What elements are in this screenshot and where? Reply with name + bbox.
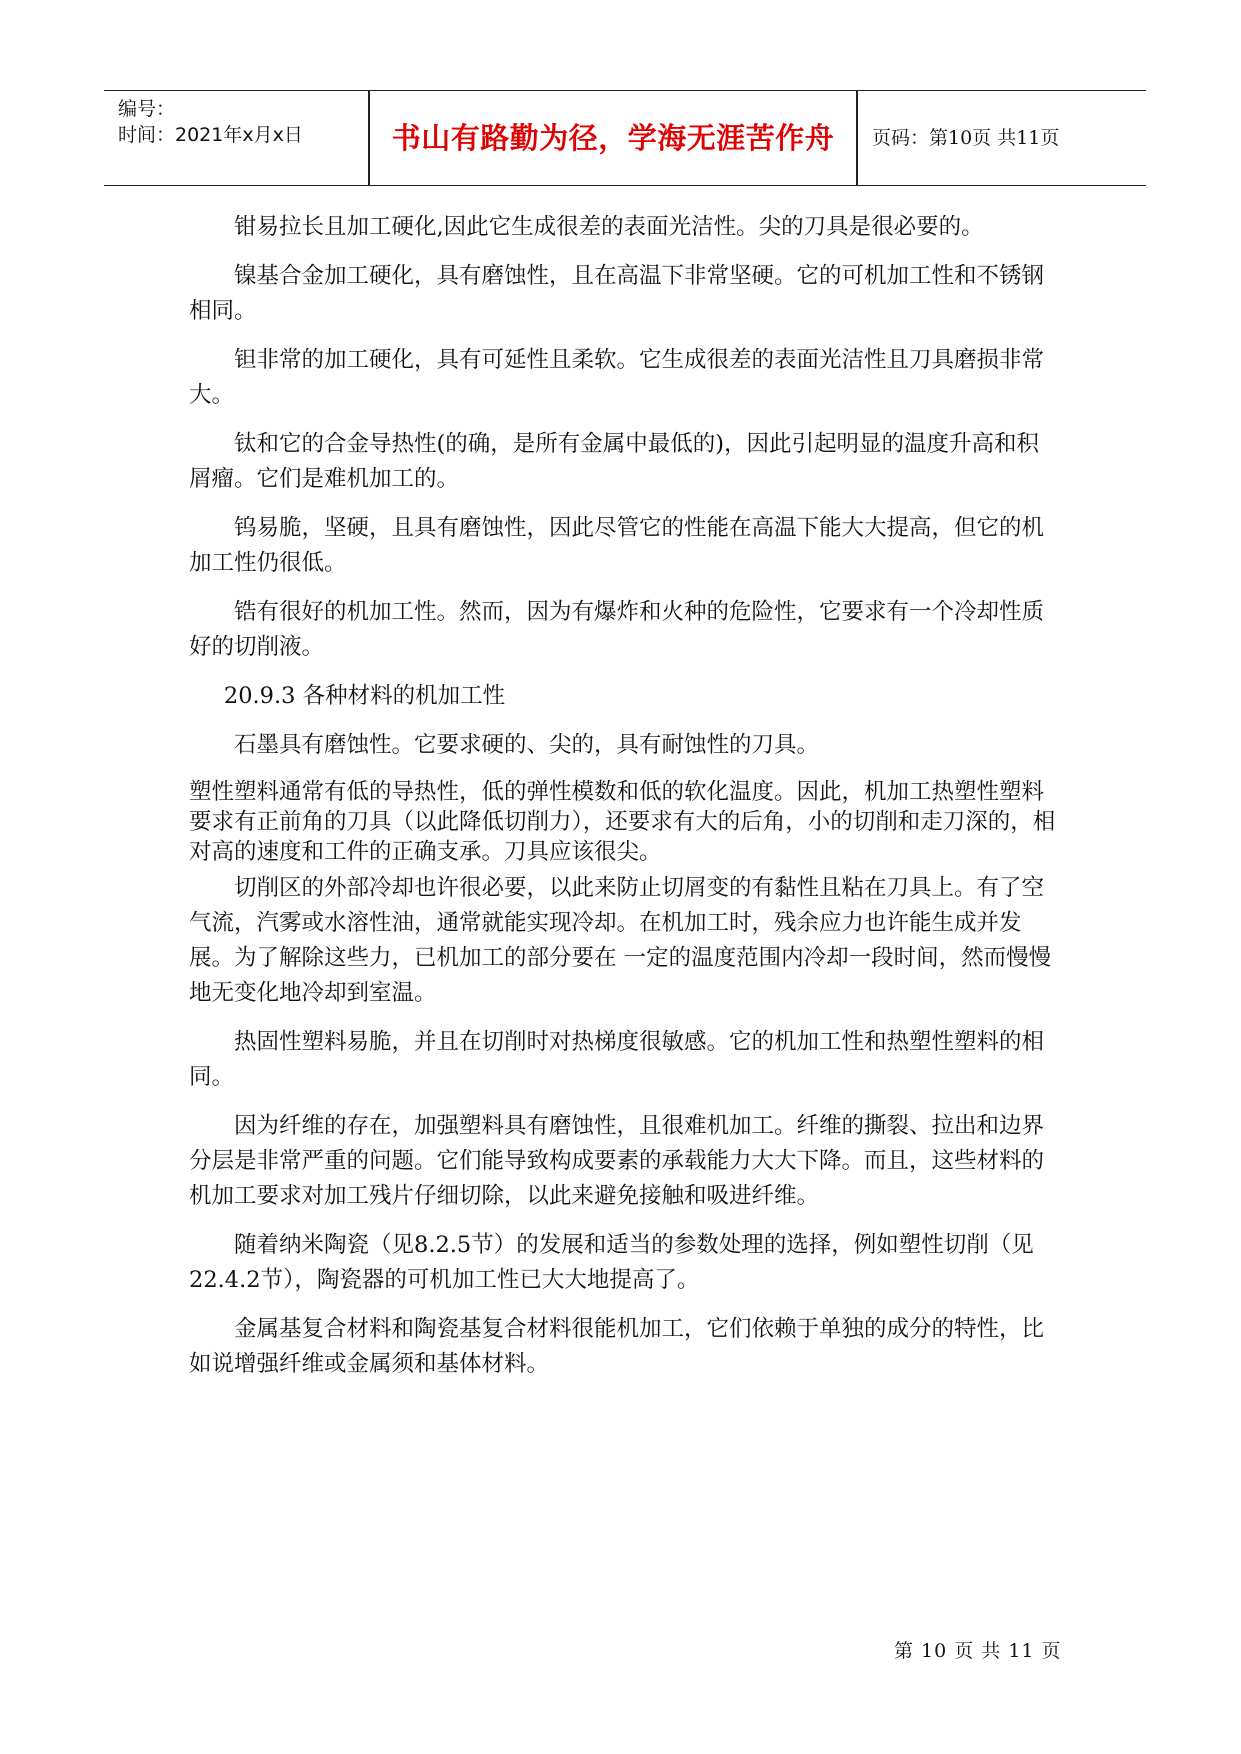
document-body [189,210,1059,1396]
paragraph: 金属基复合材料和陶瓷基复合材料很能机加工，它们依赖于单独的成分的特性，比如说增强纤维或金属须和基体材料。 [189,1316,1045,1377]
header-page-info: 页码：第10页 共11页 [872,127,1060,149]
paragraph: 热固性塑料易脆，并且在切削时对热梯度很敏感。它的机加工性和热塑性塑料的相同。 [189,1029,1045,1090]
paragraph: 切削区的外部冷却也许很必要，以此来防止切屑变的有黏性且粘在刀具上。有了空气流，汽雾或水溶性油，通常就能实现冷却。在机加工时，残余应力也许能生成并发展。为了解除这些力，已机加工的部分要在 一定的温度范围内冷却一段时间，然而慢慢地无变化地冷却到室温。 [189,875,1052,1006]
header-meta [118,91,372,185]
paragraph: 镍基合金加工硬化，具有磨蚀性，且在高温下非常坚硬。它的可机加工性和不锈钢相同。 [189,263,1045,324]
header-motto: 书山有路勤为径，学海无涯苦作舟 [391,121,835,155]
paragraph: 钨易脆，坚硬，且具有磨蚀性，因此尽管它的性能在高温下能大大提高，但它的机加工性仍很低。 [189,515,1045,576]
paragraph: 石墨具有磨蚀性。它要求硬的、尖的，具有耐蚀性的刀具。 [234,732,820,758]
paragraph: 锆有很好的机加工性。然而，因为有爆炸和火种的危险性，它要求有一个冷却性质好的切削液。 [189,599,1045,660]
header-divider [856,91,858,185]
section-heading: 20.9.3 各种材料的机加工性 [223,683,506,709]
paragraph: 随着纳米陶瓷（见8.2.5节）的发展和适当的参数处理的选择，例如塑性切削（见22.4.2节），陶瓷器的可机加工性已大大地提高了。 [189,1232,1034,1293]
paragraph: 钳易拉长且加工硬化,因此它生成很差的表面光洁性。尖的刀具是很必要的。 [234,214,984,240]
page-footer: 第 10 页 共 11 页 [894,1640,1062,1662]
paragraph: 因为纤维的存在，加强塑料具有磨蚀性，且很难机加工。纤维的撕裂、拉出和边界分层是非常严重的问题。它们能导致构成要素的承载能力大大下降。而且，这些材料的机加工要求对加工残片仔细切除，以此来避免接触和吸进纤维。 [189,1113,1045,1209]
serial-label: 编号： [118,98,176,120]
paragraph: 钽非常的加工硬化，具有可延性且柔软。它生成很差的表面光洁性且刀具磨损非常大。 [189,347,1045,408]
paragraph: 钛和它的合金导热性(的确，是所有金属中最低的)，因此引起明显的温度升高和积屑瘤。它们是难机加工的。 [189,431,1040,492]
page-header [104,90,1146,186]
time-label: 时间：2021年x月x日 [118,124,303,146]
paragraph: 塑性塑料通常有低的导热性，低的弹性模数和低的软化温度。因此，机加工热塑性塑料要求有正前角的刀具（以此降低切削力），还要求有大的后角，小的切削和走刀深的，相对高的速度和工件的正确支承。刀具应该很尖。 [189,779,1056,865]
